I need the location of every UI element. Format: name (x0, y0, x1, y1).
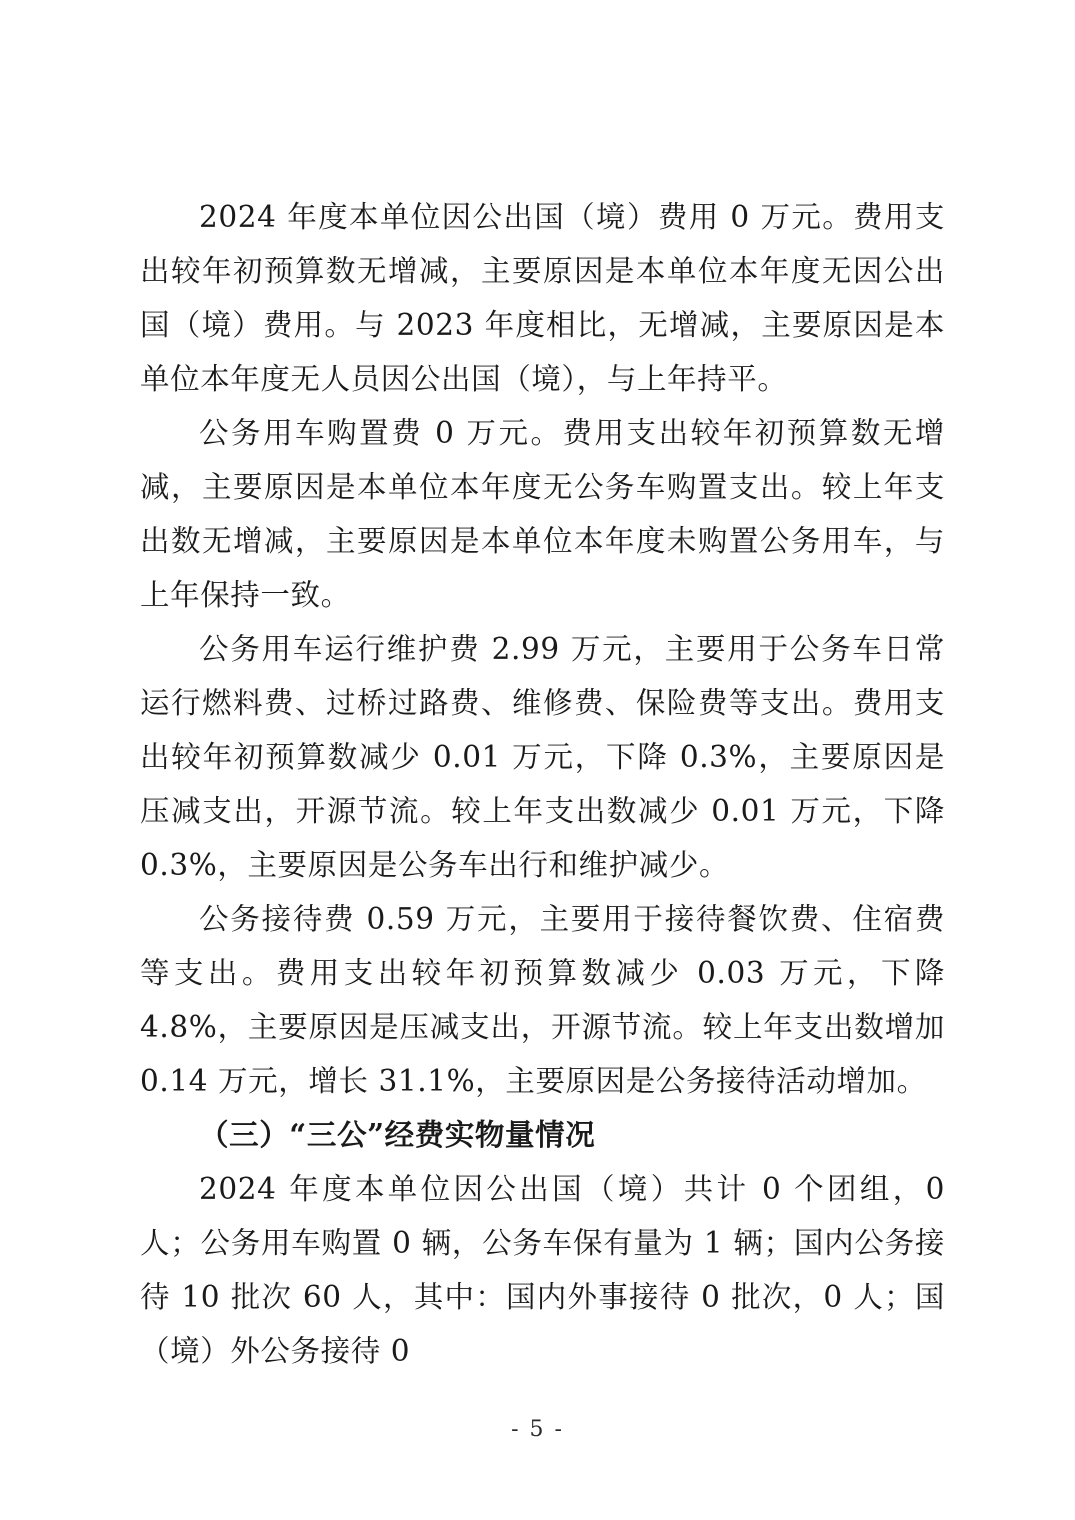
paragraph-vehicle-purchase-expense: 公务用车购置费 0 万元。费用支出较年初预算数无增减，主要原因是本单位本年度无公务车购置支出。较上年支出数无增减，主要原因是本单位本年度未购置公务用车，与上年保持一致。 (140, 416, 945, 612)
paragraph-official-reception-expense: 公务接待费 0.59 万元，主要用于接待餐饮费、住宿费等支出。费用支出较年初预算数减少 0.03 万元，下降 4.8%，主要原因是压减支出，开源节流。较上年支出数增加 0.14 万元，增长 31.1%，主要原因是公务接待活动增加。 (140, 902, 945, 1098)
paragraph-physical-quantity-detail: 2024 年度本单位因公出国（境）共计 0 个团组，0 人；公务用车购置 0 辆，公务车保有量为 1 辆；国内公务接待 10 批次 60 人，其中：国内外事接待 0 批次，0 人；国（境）外公务接待 0 (140, 1172, 945, 1368)
document-body (140, 190, 945, 1378)
paragraph-vehicle-operation-expense: 公务用车运行维护费 2.99 万元，主要用于公务车日常运行燃料费、过桥过路费、维修费、保险费等支出。费用支出较年初预算数减少 0.01 万元，下降 0.3%，主要原因是压减支出，开源节流。较上年支出数减少 0.01 万元，下降 0.3%，主要原因是公务车出行和维护减少。 (140, 632, 945, 882)
heading-three-public-funds-physical-quantity: （三）“三公”经费实物量情况 (199, 1117, 596, 1152)
paragraph-overseas-travel-expense: 2024 年度本单位因公出国（境）费用 0 万元。费用支出较年初预算数无增减，主要原因是本单位本年度无因公出国（境）费用。与 2023 年度相比，无增减，主要原因是本单位本年度无人员因公出国（境），与上年持平。 (140, 200, 945, 396)
page-number: - 5 - (511, 1417, 564, 1442)
